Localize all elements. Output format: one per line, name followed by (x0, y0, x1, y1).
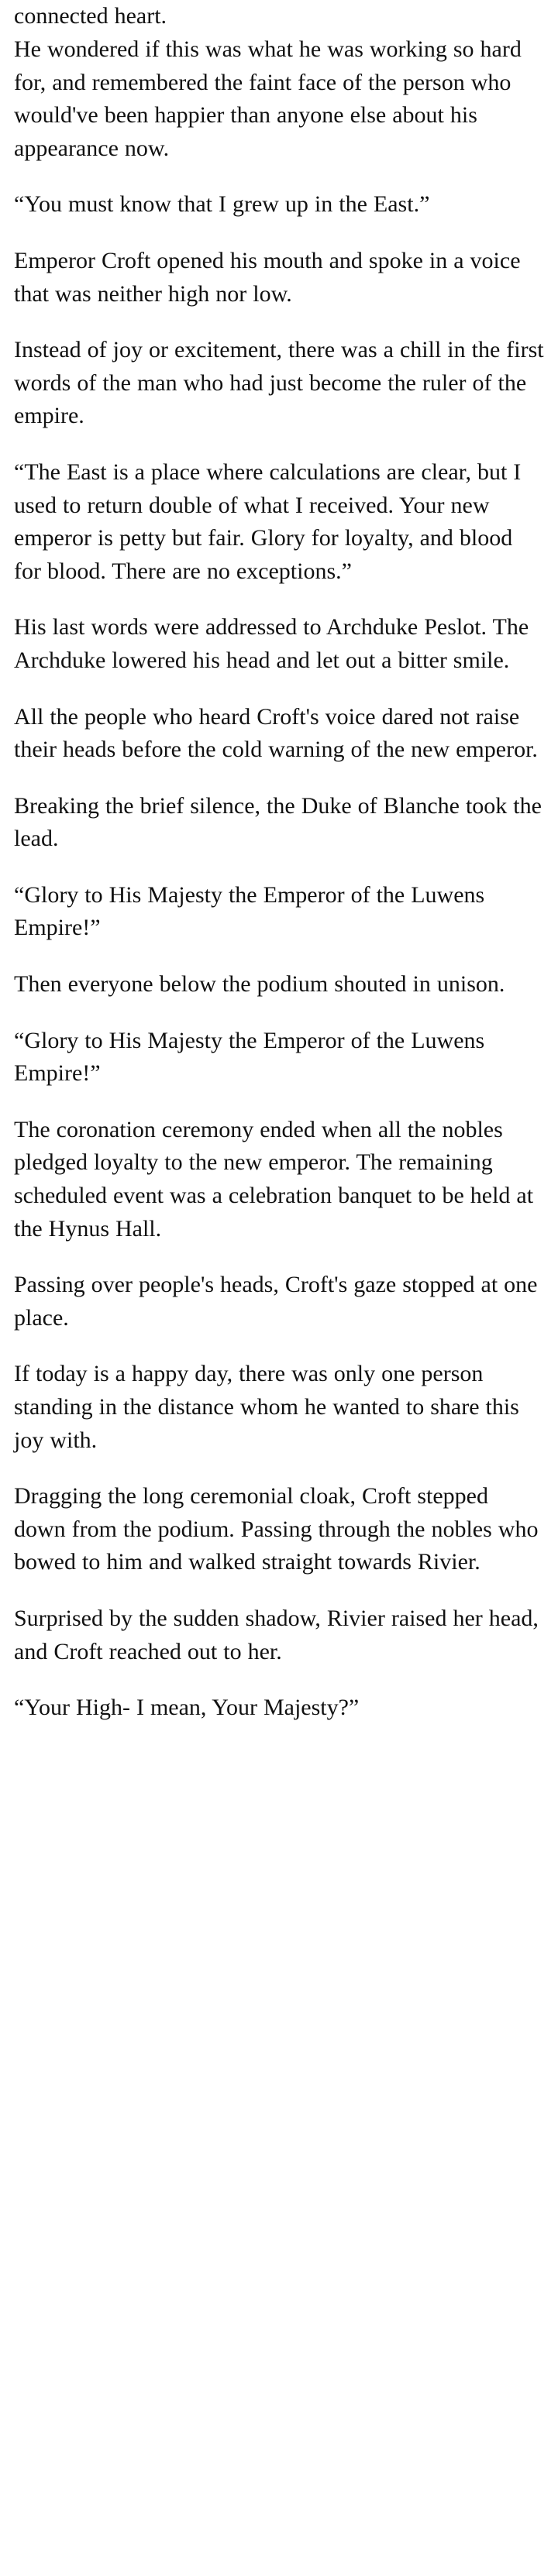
paragraph: “Your High- I mean, Your Majesty?” (14, 1695, 360, 1721)
paragraph: Breaking the brief silence, the Duke of Blanche took the lead. (14, 792, 542, 852)
paragraph: Then everyone below the podium shouted in unison. (14, 971, 505, 998)
paragraph: “Glory to His Majesty the Emperor of the Luwens Empire!” (14, 1027, 485, 1087)
paragraph: “You must know that I grew up in the East.” (14, 191, 430, 218)
paragraph: “Glory to His Majesty the Emperor of the Luwens Empire!” (14, 881, 485, 941)
paragraph: Instead of joy or excitement, there was a chill in the first words of the man who had just become the ruler of the empire. (14, 337, 544, 429)
paragraph: All the people who heard Croft's voice dared not raise their heads before the cold warning of the new emperor. (14, 703, 538, 763)
paragraph: Surprised by the sudden shadow, Rivier raised her head, and Croft reached out to her. (14, 1605, 539, 1664)
paragraph: “The East is a place where calculations are clear, but I used to return double of what I received. Your new emperor is petty but fair. Glory for loyalty, and blood for blood. There are no exceptions.” (14, 459, 522, 584)
paragraph: If today is a happy day, there was only one person standing in the distance whom he wanted to share this joy with. (14, 1361, 519, 1453)
paragraph: He wondered if this was what he was working so hard for, and remembered the faint face of the person who would've been happier than anyone else about his appearance now. (14, 36, 522, 161)
paragraph: connected heart. (14, 3, 167, 29)
paragraph: Emperor Croft opened his mouth and spoke in a voice that was neither high nor low. (14, 247, 521, 307)
paragraph: His last words were addressed to Archduke Peslot. The Archduke lowered his head and let out a bitter smile. (14, 614, 529, 673)
paragraph: Dragging the long ceremonial cloak, Croft stepped down from the podium. Passing through the nobles who bowed to him and walked straight towards Rivier. (14, 1483, 539, 1575)
paragraph: Passing over people's heads, Croft's gaze stopped at one place. (14, 1272, 538, 1331)
paragraph: The coronation ceremony ended when all the nobles pledged loyalty to the new emperor. The remaining scheduled event was a celebration banquet to be held at the Hynus Hall. (14, 1116, 534, 1242)
